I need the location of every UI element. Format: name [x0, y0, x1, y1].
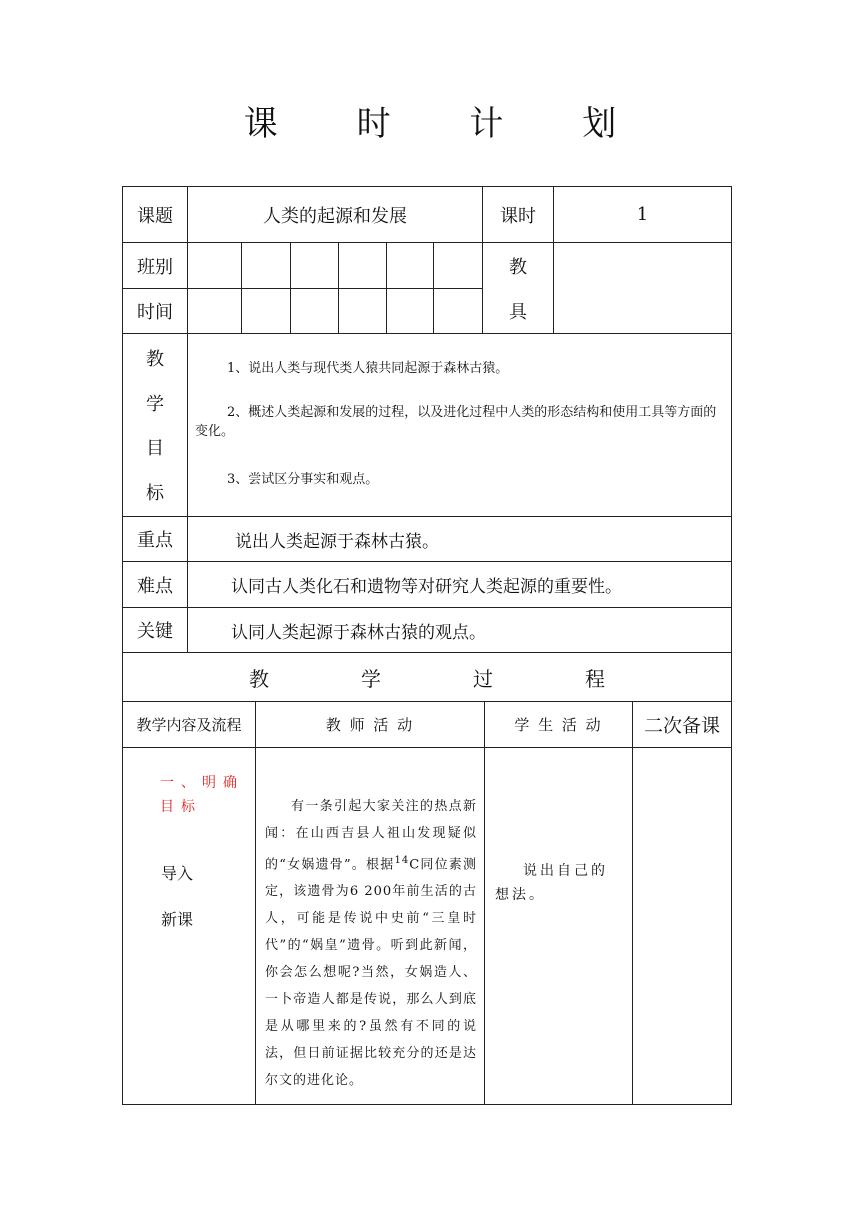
tools-label-top: 教 [509, 256, 527, 278]
objective-item-3: 3、尝试区分事实和观点。 [227, 472, 379, 487]
objectives-label [123, 345, 187, 505]
section-title: 一、明确目标 [160, 775, 244, 815]
topic-label: 课题 [137, 205, 173, 227]
process-heading-char: 程 [585, 666, 605, 691]
time-label: 时间 [137, 302, 173, 323]
process-heading-char: 学 [361, 666, 381, 691]
column-header-teacher: 教 师 活 动 [325, 716, 415, 734]
tools-label-bottom: 具 [509, 302, 527, 323]
process-heading-char: 过 [473, 666, 493, 691]
objectives-label-char: 教 [146, 349, 164, 370]
objectives-label-char: 学 [146, 393, 164, 415]
keypoint-text: 说出人类起源于森林古猿。 [235, 531, 439, 552]
key-label: 关键 [137, 621, 173, 642]
lesson-info-table [122, 186, 732, 653]
column-header-prep: 二次备课 [643, 715, 720, 737]
key-text: 认同人类起源于森林古猿的观点。 [231, 622, 486, 643]
period-value: 1 [636, 204, 649, 225]
isotope-superscript: 14 [394, 855, 410, 866]
objective-item-1: 1、说出人类与现代类人猿共同起源于森林古猿。 [227, 361, 509, 376]
objectives-label-char: 标 [146, 482, 164, 504]
teacher-text-pre: 有一条引起大家关注的热点新闻：在山西吉县人祖山发现疑似的“女娲遗骨”。根据 [265, 799, 477, 873]
process-heading-char: 教 [249, 666, 269, 691]
page-title: 课 时 计 划 [243, 104, 651, 144]
objectives-label-char: 目 [146, 438, 164, 460]
class-label: 班别 [137, 256, 173, 278]
column-header-student: 学 生 活 动 [514, 716, 603, 734]
column-header-content: 教学内容及流程 [136, 715, 242, 734]
process-heading [123, 653, 731, 701]
intro-line-1: 导入 [161, 864, 194, 883]
objective-item-2: 2、概述人类起源和发展的过程，以及进化过程中人类的形态结构和使用工具等方面的变化。 [195, 405, 717, 439]
teacher-activity [265, 793, 477, 1094]
intro-line-2: 新课 [161, 910, 194, 929]
teacher-text-post: C同位素测定，该遗骨为6 200年前生活的古人，可能是传说中史前“三皇时代”的“娲皇”遗骨。听到此新闻，你会怎么想呢?当然，女娲造人、一卜帝造人都是传说，那么人到底是从哪里来的?虽然有不同的说法，但日前证据比较充分的还是达尔文的进化论。 [265, 857, 477, 1089]
difficulty-text: 认同古人类化石和遗物等对研究人类起源的重要性。 [231, 577, 622, 597]
teaching-process-table [122, 653, 732, 1105]
topic-value: 人类的起源和发展 [263, 205, 407, 227]
keypoint-label: 重点 [137, 530, 173, 551]
difficulty-label: 难点 [137, 575, 173, 597]
period-label: 课时 [500, 205, 536, 227]
student-activity: 说出自己的想法。 [495, 863, 608, 903]
